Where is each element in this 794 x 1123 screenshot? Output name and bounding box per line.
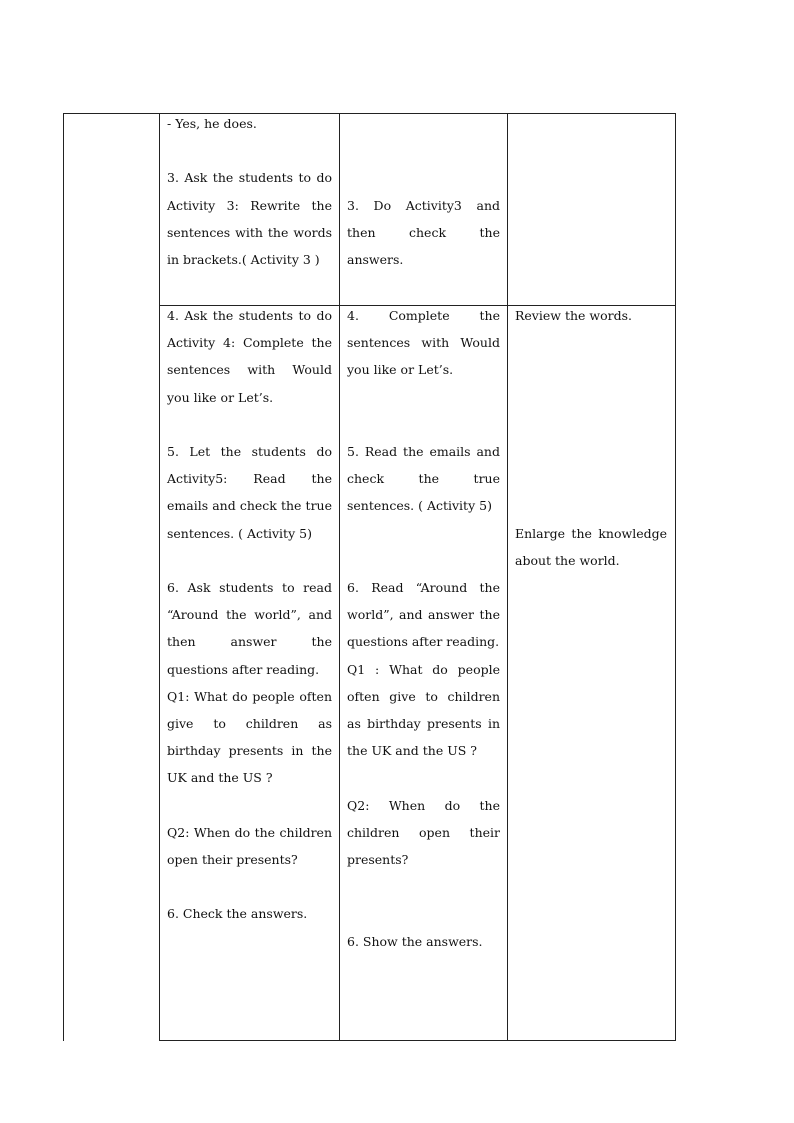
row1-teacher-activities <box>167 110 332 273</box>
blank-line <box>515 492 667 519</box>
cell-paragraph: - Yes, he does. <box>167 116 257 131</box>
blank-line <box>347 411 500 438</box>
blank-line <box>347 137 500 164</box>
blank-line <box>167 411 332 438</box>
cell-paragraph: 6. Ask students to read “Around the world”, and then answer the questions after reading. <box>167 580 332 677</box>
table-border-left <box>63 113 64 1041</box>
blank-line <box>167 792 332 819</box>
cell-paragraph: Q2: When do the children open their presents? <box>347 797 500 867</box>
column-divider-1 <box>159 113 160 1041</box>
cell-paragraph: 6. Read “Around the world”, and answer the questions after reading. <box>347 579 500 650</box>
cell-paragraph: 4. Complete the sentences with Would you like or Let’s. <box>347 308 500 378</box>
blank-line <box>347 873 500 900</box>
cell-paragraph: 5. Let the students do Activity5: Read the emails and check the true sentences. ( Activity 5) <box>167 444 332 541</box>
cell-paragraph: 6. Show the answers. <box>347 933 483 949</box>
cell-paragraph: 6. Check the answers. <box>167 906 308 922</box>
cell-paragraph: Enlarge the knowledge about the world. <box>515 525 667 568</box>
table-border-bottom <box>159 1040 676 1041</box>
row2-student-activities <box>347 302 500 955</box>
blank-line <box>515 465 667 492</box>
table-border-right <box>675 113 676 1041</box>
row2-teacher-activities <box>167 302 332 928</box>
cell-paragraph: 5. Read the emails and check the true sentences. ( Activity 5) <box>347 443 500 514</box>
column-divider-2 <box>339 113 340 1041</box>
cell-paragraph: 4. Ask the students to do Activity 4: Complete the sentences with Would you like or Let’s. <box>167 308 332 405</box>
blank-line <box>515 384 667 411</box>
blank-line <box>347 164 500 191</box>
blank-line <box>347 110 500 137</box>
blank-line <box>167 137 332 164</box>
blank-line <box>515 356 667 383</box>
blank-line <box>347 520 500 547</box>
cell-paragraph: 3. Ask the students to do Activity 3: Rewrite the sentences with the words in brackets.( Activity 3 ) <box>167 170 332 267</box>
cell-paragraph: Review the words. <box>515 308 632 323</box>
blank-line <box>515 411 667 438</box>
cell-paragraph: Q1: What do people often give to children as birthday presents in the UK and the US ? <box>167 688 332 786</box>
cell-paragraph: Q1 : What do people often give to children as birthday presents in the UK and the US ? <box>347 661 500 759</box>
blank-line <box>347 547 500 574</box>
row2-purpose <box>515 302 667 574</box>
blank-line <box>347 764 500 791</box>
blank-line <box>515 438 667 465</box>
column-divider-3 <box>507 113 508 1041</box>
blank-line <box>347 384 500 411</box>
blank-line <box>167 873 332 900</box>
cell-paragraph: 3. Do Activity3 and then check the answers. <box>347 197 500 267</box>
cell-paragraph: Q2: When do the children open their presents? <box>167 824 332 868</box>
blank-line <box>515 329 667 356</box>
row1-student-activities <box>347 110 500 273</box>
blank-line <box>347 900 500 927</box>
blank-line <box>167 547 332 574</box>
